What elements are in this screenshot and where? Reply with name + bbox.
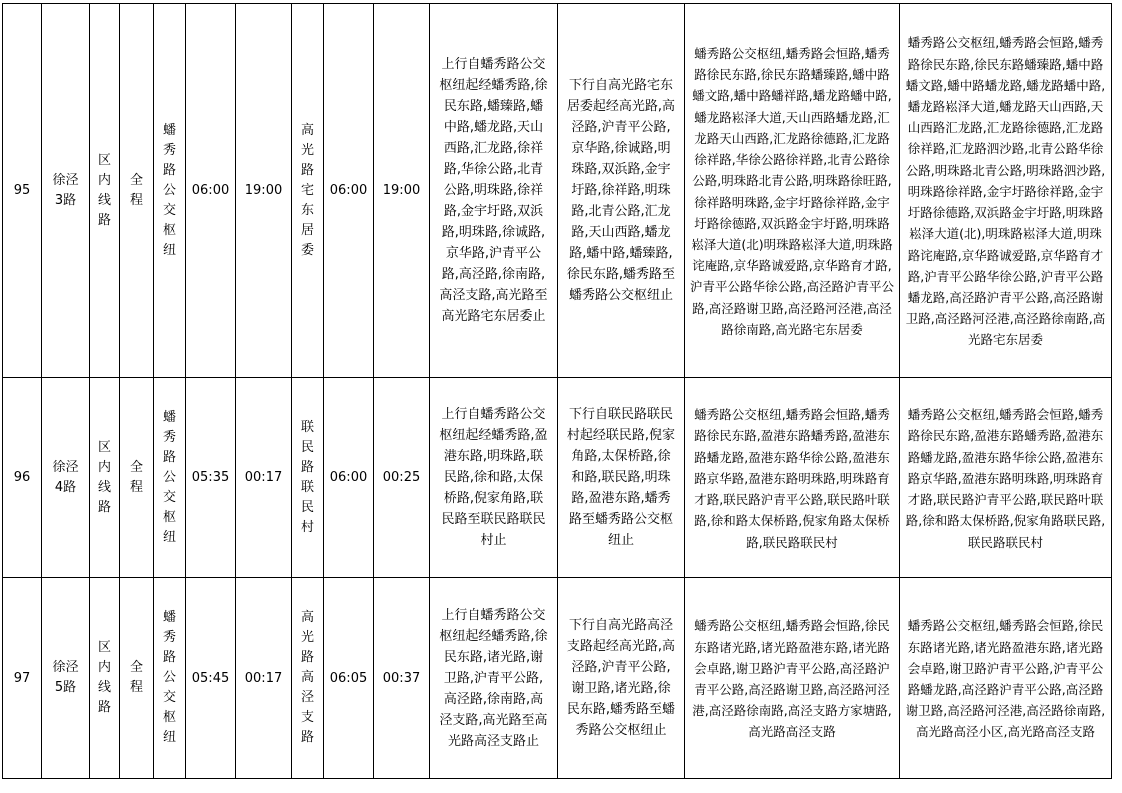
bus-route-table	[2, 3, 1112, 779]
route-name: 徐泾3路	[52, 172, 79, 208]
up-route-description: 上行自蟠秀路公交枢纽起经蟠秀路,盈港东路,明珠路,联民路,徐和路,太保桥路,倪家角路,联民路至联民路联民村止	[439, 407, 548, 548]
up-route-description: 上行自蟠秀路公交枢纽起经蟠秀路,徐民东路,蟠臻路,蟠中路,蟠龙路,天山西路,汇龙路,徐祥路,华徐公路,北青公路,明珠路,徐祥路,金宇圩路,双浜路,明珠路,徐诚路,京华路,沪青平公路,高泾路,徐南路,高泾支路,高光路至高光路宅东居委止	[439, 57, 548, 324]
route-name-cell	[42, 578, 90, 779]
down-first-departure: 06:05	[329, 670, 368, 686]
route-number-cell	[3, 4, 42, 378]
route-number: 96	[13, 470, 31, 485]
route-coverage: 全程	[129, 459, 143, 495]
down-first-departure-cell	[324, 378, 374, 578]
route-type-cell	[90, 378, 120, 578]
up-first-departure-cell	[186, 4, 236, 378]
up-first-departure-cell	[186, 578, 236, 779]
route-coverage: 全程	[129, 172, 143, 208]
route-name: 徐泾5路	[52, 660, 79, 695]
route-name: 徐泾4路	[52, 459, 79, 495]
start-terminal-cell	[154, 378, 186, 578]
up-route-description-cell	[430, 578, 558, 779]
end-terminal: 高光路高泾支路	[300, 610, 314, 745]
end-terminal: 联民路联民村	[300, 419, 314, 535]
down-last-departure: 19:00	[382, 183, 421, 198]
route-coverage-cell	[120, 578, 154, 779]
down-first-departure-cell	[324, 578, 374, 779]
up-first-departure-cell	[186, 378, 236, 578]
up-last-departure: 00:17	[244, 670, 283, 686]
end-terminal: 高光路宅东居委	[300, 122, 314, 258]
up-first-departure: 05:45	[191, 670, 230, 686]
route-type: 区内线路	[97, 439, 111, 515]
up-last-departure-cell	[236, 4, 292, 378]
down-stop-list-cell	[900, 378, 1112, 578]
up-stop-list: 蟠秀路公交枢纽,蟠秀路会恒路,蟠秀路徐民东路,徐民东路蟠臻路,蟠中路蟠文路,蟠中路蟠祥路,蟠龙路蟠中路,蟠龙路崧泽大道,天山西路蟠龙路,汇龙路天山西路,汇龙路徐德路,汇龙路徐祥路,华徐公路徐祥路,北青公路徐公路,明珠路北青公路,明珠路徐旺路,徐祥路明珠路,金宇圩路徐祥路,金宇圩路徐德路,双浜路金宇圩路,明珠路崧泽大道(北)明珠路崧泽大道,明珠路诧庵路,京华路诚爱路,京华路育才路,沪青平公路华徐公路,高泾路沪青平公路,高泾路谢卫路,高泾路河泾港,高泾路徐南路,高光路宅东居委	[690, 46, 894, 337]
table-row	[3, 4, 1112, 378]
down-first-departure: 06:00	[329, 183, 368, 198]
up-route-description-cell	[430, 378, 558, 578]
table-row	[3, 378, 1112, 578]
up-first-departure: 05:35	[191, 470, 230, 485]
down-last-departure-cell	[374, 378, 430, 578]
route-coverage-cell	[120, 378, 154, 578]
route-type: 区内线路	[97, 640, 111, 715]
table-row	[3, 578, 1112, 779]
up-last-departure-cell	[236, 578, 292, 779]
up-last-departure: 19:00	[244, 183, 283, 198]
down-first-departure-cell	[324, 4, 374, 378]
down-route-description-cell	[558, 578, 685, 779]
start-terminal: 蟠秀路公交枢纽	[162, 409, 176, 545]
down-route-description-cell	[558, 378, 685, 578]
up-route-description: 上行自蟠秀路公交枢纽起经蟠秀路,徐民东路,诸光路,谢卫路,沪青平公路,高泾路,徐南路,高泾支路,高光路至高光路高泾支路止	[439, 607, 548, 749]
up-last-departure-cell	[236, 378, 292, 578]
down-stop-list-cell	[900, 578, 1112, 779]
route-coverage: 全程	[129, 660, 143, 695]
route-type: 区内线路	[97, 152, 111, 228]
down-route-description: 下行自高光路高泾支路起经高光路,高泾路,沪青平公路,谢卫路,诸光路,徐民东路,蟠秀路至蟠秀路公交枢纽止	[566, 618, 676, 738]
up-route-description-cell	[430, 4, 558, 378]
down-stop-list: 蟠秀路公交枢纽,蟠秀路会恒路,徐民东路诸光路,诸光路盈港东路,诸光路会卓路,谢卫路沪青平公路,沪青平公路蟠龙路,高泾路沪青平公路,高泾路谢卫路,高泾路河泾港,高泾路徐南路,高光路高泾小区,高光路高泾支路	[905, 618, 1106, 740]
end-terminal-cell	[292, 4, 324, 378]
up-stop-list-cell	[685, 578, 900, 779]
start-terminal: 蟠秀路公交枢纽	[162, 122, 176, 258]
down-last-departure: 00:25	[382, 470, 421, 485]
up-stop-list: 蟠秀路公交枢纽,蟠秀路会恒路,蟠秀路徐民东路,盈港东路蟠秀路,盈港东路蟠龙路,盈港东路华徐公路,盈港东路京华路,盈港东路明珠路,明珠路育才路,联民路沪青平公路,联民路叶联路,徐和路太保桥路,倪家角路太保桥路,联民路联民村	[694, 407, 890, 550]
down-last-departure-cell	[374, 578, 430, 779]
end-terminal-cell	[292, 578, 324, 779]
route-coverage-cell	[120, 4, 154, 378]
route-number-cell	[3, 578, 42, 779]
route-number-cell	[3, 378, 42, 578]
down-first-departure: 06:00	[329, 470, 368, 485]
down-route-description: 下行自高光路宅东居委起经高光路,高泾路,沪青平公路,京华路,徐诚路,明珠路,双浜路,金宇圩路,徐祥路,明珠路,北青公路,汇龙路,天山西路,蟠龙路,蟠中路,蟠臻路,徐民东路,蟠秀路至蟠秀路公交枢纽止	[566, 78, 676, 303]
down-route-description: 下行自联民路联民村起经联民路,倪家角路,太保桥路,徐和路,联民路,明珠路,盈港东路,蟠秀路至蟠秀路公交枢纽止	[566, 407, 676, 548]
route-number: 97	[13, 670, 31, 686]
end-terminal-cell	[292, 378, 324, 578]
up-stop-list: 蟠秀路公交枢纽,蟠秀路会恒路,徐民东路诸光路,诸光路盈港东路,诸光路会卓路,谢卫路沪青平公路,高泾路沪青平公路,高泾路谢卫路,高泾路河泾港,高泾路徐南路,高泾支路方家塘路,高光路高泾支路	[692, 618, 892, 740]
route-name-cell	[42, 4, 90, 378]
down-last-departure-cell	[374, 4, 430, 378]
route-name-cell	[42, 378, 90, 578]
down-route-description-cell	[558, 4, 685, 378]
down-stop-list-cell	[900, 4, 1112, 378]
down-stop-list: 蟠秀路公交枢纽,蟠秀路会恒路,蟠秀路徐民东路,徐民东路蟠臻路,蟠中路蟠文路,蟠中路蟠龙路,蟠龙路蟠中路,蟠龙路崧泽大道,蟠龙路天山西路,天山西路汇龙路,汇龙路徐德路,汇龙路徐祥路,汇龙路泗沙路,北青公路华徐公路,明珠路北青公路,明珠路泗沙路,明珠路徐祥路,金宇圩路徐祥路,金宇圩路徐德路,双浜路金宇圩路,明珠路崧泽大道(北),明珠路崧泽大道,明珠路诧庵路,京华路诚爱路,京华路育才路,沪青平公路华徐公路,沪青平公路蟠龙路,高泾路沪青平公路,高泾路谢卫路,高泾路河泾港,高泾路徐南路,高光路宅东居委	[905, 35, 1106, 348]
up-stop-list-cell	[685, 378, 900, 578]
down-stop-list: 蟠秀路公交枢纽,蟠秀路会恒路,蟠秀路徐民东路,盈港东路蟠秀路,盈港东路蟠龙路,盈港东路华徐公路,盈港东路京华路,盈港东路明珠路,明珠路育才路,联民路沪青平公路,联民路叶联路,徐和路太保桥路,倪家角路联民路,联民路联民村	[905, 407, 1106, 550]
route-type-cell	[90, 578, 120, 779]
down-last-departure: 00:37	[382, 670, 421, 686]
route-type-cell	[90, 4, 120, 378]
up-last-departure: 00:17	[244, 470, 283, 485]
start-terminal-cell	[154, 4, 186, 378]
up-first-departure: 06:00	[191, 183, 230, 198]
route-number: 95	[13, 183, 31, 198]
start-terminal-cell	[154, 578, 186, 779]
up-stop-list-cell	[685, 4, 900, 378]
start-terminal: 蟠秀路公交枢纽	[162, 610, 176, 745]
